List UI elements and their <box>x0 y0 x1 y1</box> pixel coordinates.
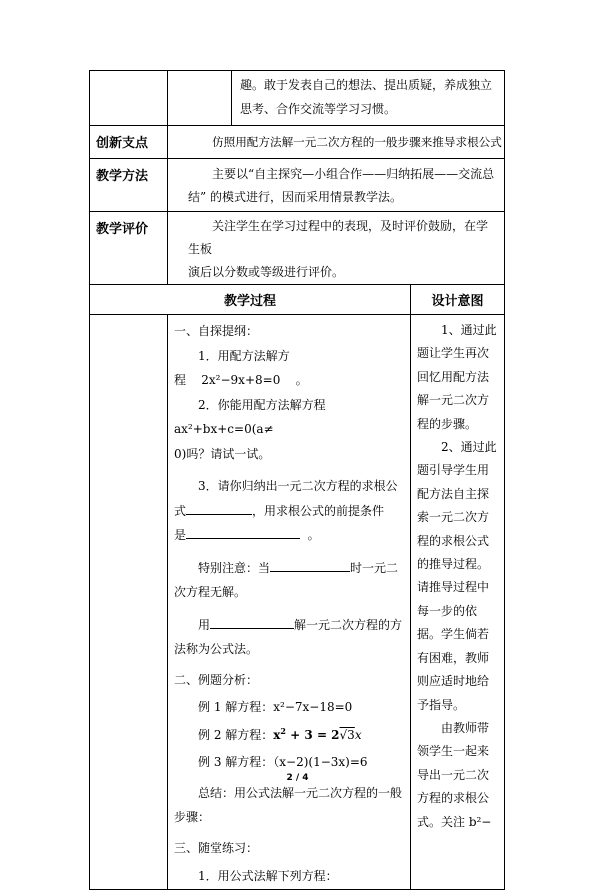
summary-line-1: 总结：用公式法解一元二次方程的一般 <box>198 785 403 800</box>
intent-line: 2、通过此 <box>441 440 497 455</box>
process-header: 教学过程 <box>90 285 411 315</box>
objectives-line-2: 思考、合作交流等学习习惯。 <box>240 102 397 116</box>
use-suffix: 解一元二次方程的方 <box>294 617 403 632</box>
practice-1: 1．用公式法解下列方程： <box>198 869 338 883</box>
method-line-1: 主要以“自主探究—小组合作——归纳拓展——交流总 <box>212 167 495 181</box>
use-line-2: 法称为公式法。 <box>174 642 259 656</box>
objectives-sub-cell <box>168 71 232 126</box>
method-label: 教学方法 <box>90 159 168 212</box>
intent-line: 导出一元二次 <box>417 767 490 782</box>
process-content-cell <box>168 315 411 890</box>
evaluation-line-1: 关注学生在学习过程中的表现，及时评价鼓励，在学生板 <box>188 219 489 256</box>
blank-condition[interactable] <box>186 525 300 539</box>
use-line-1 <box>174 613 404 638</box>
intent-line: 方程的求根公 <box>417 791 490 806</box>
intent-line: 题引导学生用 <box>417 463 490 478</box>
note-suffix: 时一元二 <box>350 560 399 575</box>
process-header-row <box>90 285 505 315</box>
objectives-text-cell <box>232 71 505 126</box>
evaluation-row <box>90 212 505 285</box>
intent-content-cell <box>411 315 505 890</box>
intent-line: 式。关注 b²− <box>417 814 492 829</box>
intent-line: 配方法自主探 <box>417 486 490 501</box>
process-body-row <box>90 315 505 890</box>
section-2-title: 二、例题分析： <box>174 672 259 687</box>
lesson-table <box>89 70 505 890</box>
question-2-line-1: 2．你能用配方法解方程 ax²+bx+c=0(a≠ <box>174 397 326 436</box>
example-3: 例 3 解方程：（x−2)(1−3x)=6 <box>198 755 368 769</box>
intent-line: 回忆用配方法 <box>417 369 490 384</box>
question-3-suffix: ，用求根公式的前提条件 <box>252 503 385 518</box>
note-line-2: 次方程无解。 <box>174 585 247 599</box>
question-1-equation: 2x²−9x+8=0 <box>201 373 281 387</box>
page-number: 2 / 4 <box>286 773 309 783</box>
method-row <box>90 159 505 212</box>
question-1-end: 。 <box>295 373 308 387</box>
intent-line: 1、通过此 <box>441 323 497 337</box>
method-text-cell <box>168 159 505 212</box>
question-1 <box>174 344 404 393</box>
innovation-label: 创新支点 <box>90 126 168 159</box>
intent-line: 解一元二次方 <box>417 393 490 408</box>
intent-line: 程的求根公式 <box>417 533 490 548</box>
blank-formula[interactable] <box>186 501 252 515</box>
question-3-line-3-prefix: 是 <box>174 528 187 542</box>
example-2 <box>174 723 404 748</box>
evaluation-text-cell <box>168 212 505 285</box>
intent-line: 程的步骤。 <box>417 416 478 431</box>
example-1: 例 1 解方程：x²−7x−18=0 <box>198 700 353 714</box>
process-blank-cell <box>90 315 168 890</box>
intent-line: 予指导。 <box>417 697 466 712</box>
intent-line: 由教师带 <box>441 720 490 735</box>
example-2-prefix: 例 2 解方程： <box>198 727 274 742</box>
use-prefix: 用 <box>198 617 211 632</box>
evaluation-label: 教学评价 <box>90 212 168 285</box>
note-prefix: 特别注意：当 <box>198 560 271 575</box>
example-2-equation: $x^2 + 3 = 2√3x$ <box>273 725 362 742</box>
innovation-text: 仿照用配方法解一元二次方程的一般步骤来推导求根公式 <box>168 126 505 159</box>
summary-line-2: 步骤： <box>174 810 211 824</box>
intent-header: 设计意图 <box>411 285 505 315</box>
intent-line: 据。学生倘若 <box>417 627 490 642</box>
section-1-title: 一、自探提纲： <box>174 324 259 338</box>
blank-method[interactable] <box>210 615 294 629</box>
method-line-2: 结” 的模式进行，因而采用情景教学法。 <box>188 190 402 204</box>
section-3-title: 三、随堂练习： <box>174 840 259 855</box>
question-3-line-2 <box>174 499 404 524</box>
intent-line: 的推导过程。 <box>417 557 490 572</box>
question-3-prefix: 式 <box>174 503 187 518</box>
intent-line: 题让学生再次 <box>417 346 490 361</box>
intent-line: 请推导过程中 <box>417 580 490 595</box>
intent-line: 每一步的依 <box>417 603 478 618</box>
question-2-line-2: 0)吗？请试一试。 <box>174 446 271 461</box>
intent-line: 领学生一起来 <box>417 744 490 759</box>
intent-line: 索一元二次方 <box>417 510 490 525</box>
question-3-line-1: 3．请你归纳出一元二次方程的求根公 <box>198 479 398 493</box>
innovation-row <box>90 126 505 159</box>
objectives-label-cell <box>90 71 168 126</box>
blank-no-solution[interactable] <box>270 558 350 572</box>
question-1-text: 1．用配方法解方程 <box>174 348 290 387</box>
evaluation-line-2: 演后以分数或等级进行评价。 <box>188 265 345 279</box>
intent-line: 有困难，教师 <box>417 650 490 665</box>
question-3-line-3-end: 。 <box>307 528 320 542</box>
intent-line: 则应适时地给 <box>417 674 490 689</box>
note-line-1 <box>174 556 404 581</box>
question-3-line-3 <box>174 523 404 548</box>
objectives-line-1: 趣。敢于发表自己的想法、提出质疑，养成独立 <box>240 78 493 92</box>
objectives-row <box>90 71 505 126</box>
